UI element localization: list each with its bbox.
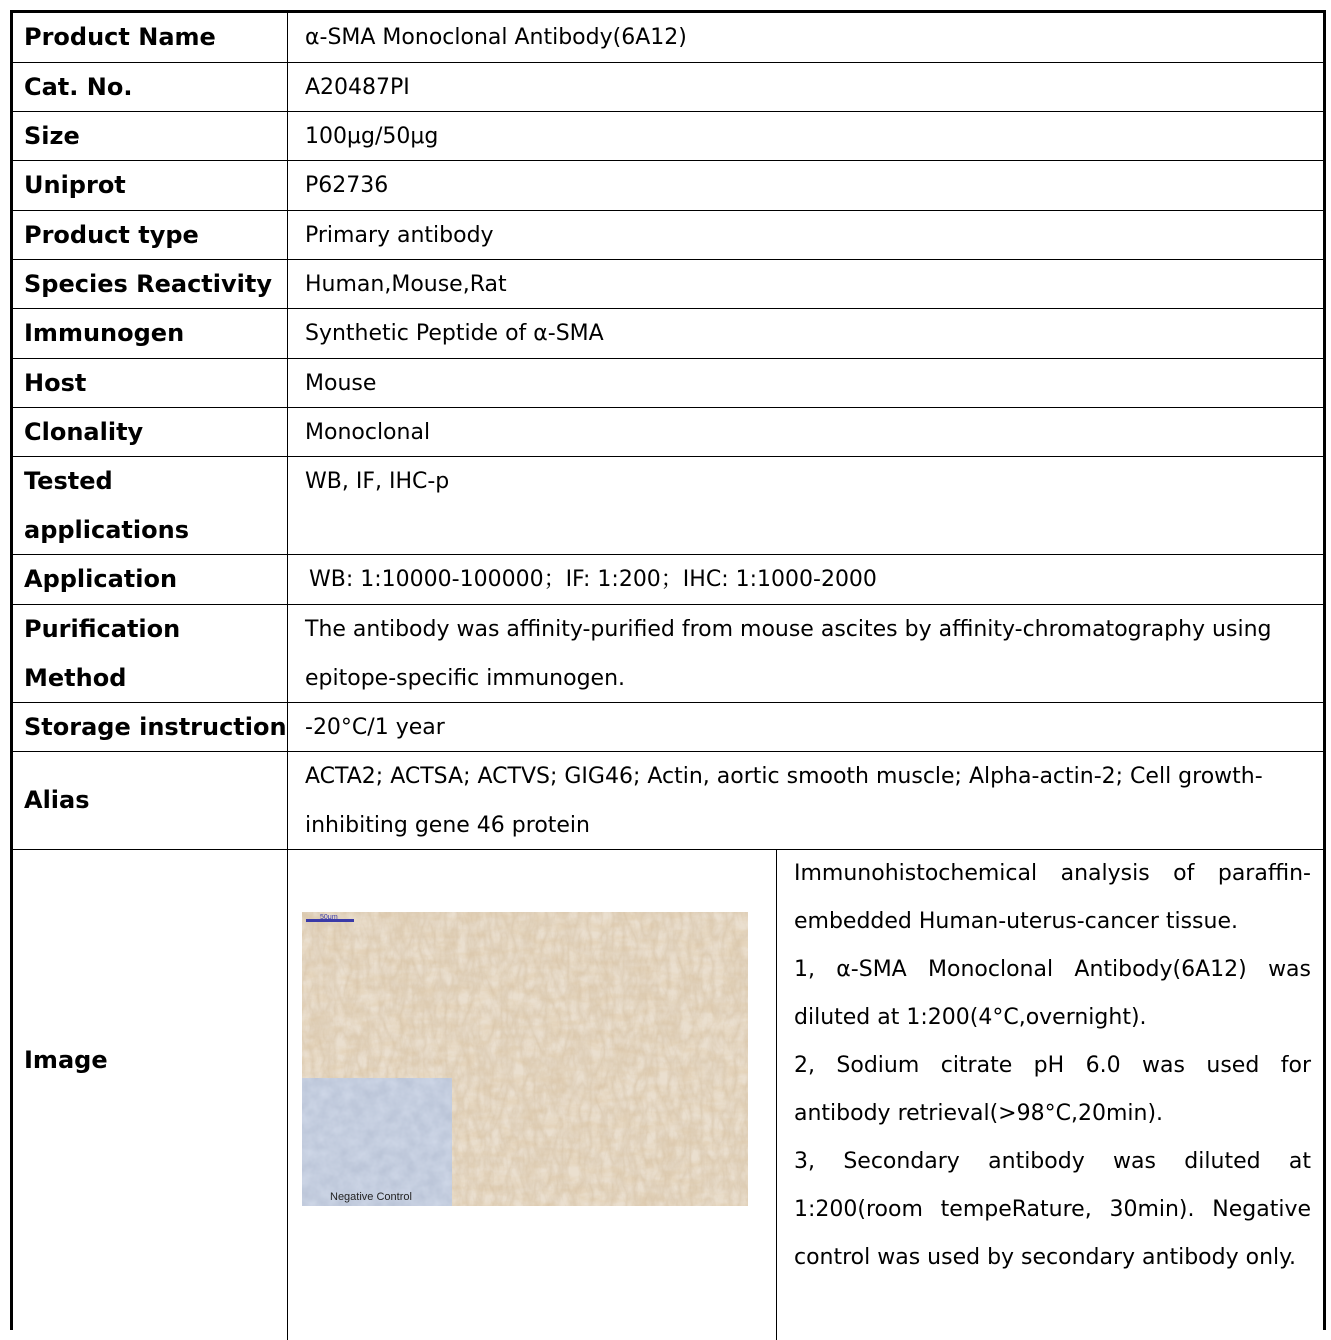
row-label: Alias [13,752,288,849]
row-clonality [13,408,1323,457]
row-label: Clonality [13,408,288,456]
row-label: Cat. No. [13,63,288,111]
row-value: Synthetic Peptide of α-SMA [305,321,604,346]
row-tested-applications [13,457,1323,555]
row-product-name [13,13,1323,63]
row-immunogen [13,309,1323,359]
row-value: Primary antibody [305,223,494,248]
row-label: Species Reactivity [13,260,288,308]
row-label: Purification Method [13,605,288,702]
negative-control-label: Negative Control [330,1191,412,1203]
row-label: Uniprot [13,161,288,210]
row-purification-method [13,605,1323,703]
row-species-reactivity [13,260,1323,309]
row-value: A20487PI [305,75,410,100]
row-value: P62736 [305,173,389,198]
row-value: WB, IF, IHC-p [305,469,450,494]
row-value: Human,Mouse,Rat [305,272,507,297]
caption-paragraph: Immunohistochemical analysis of paraffin-embedded Human-uterus-cancer tissue. [794,861,1311,934]
row-label: Size [13,112,288,160]
row-size [13,112,1323,161]
row-label: Application [13,555,288,604]
image-caption [778,850,1323,1340]
row-label: Product Name [13,13,288,62]
row-value: Monoclonal [305,420,431,445]
row-application [13,555,1323,605]
row-cat-no [13,63,1323,112]
row-label: Storage instruction [13,703,288,751]
row-label: Immunogen [13,309,288,358]
row-value: ACTA2; ACTSA; ACTVS; GIG46; Actin, aortic smooth muscle; Alpha-actin-2; Cell growth-inhibiting gene 46 protein [305,764,1263,838]
row-uniprot [13,161,1323,211]
row-value: 100μg/50μg [305,124,439,149]
row-product-type [13,211,1323,260]
row-storage-instruction [13,703,1323,752]
row-value: α-SMA Monoclonal Antibody(6A12) [305,25,687,50]
image-panel [289,850,777,1340]
row-value: -20°C/1 year [305,715,445,740]
scale-bar-label: 50μm [320,914,338,921]
row-value: Mouse [305,371,377,396]
caption-paragraph: 3, Secondary antibody was diluted at 1:200(room tempeRature, 30min). Negative control was used by secondary antibody only. [794,1149,1311,1270]
row-label: Image [13,850,288,1340]
ihc-micrograph-image [302,912,748,1206]
product-datasheet-table [10,10,1326,1330]
row-label: Product type [13,211,288,259]
caption-paragraph: 2, Sodium citrate pH 6.0 was used for antibody retrieval(>98°C,20min). [794,1053,1311,1126]
row-value: WB: 1:10000-100000；IF: 1:200；IHC: 1:1000-2000 [309,567,877,592]
row-alias [13,752,1323,850]
row-value: The antibody was affinity-purified from mouse ascites by affinity-chromatography using epitope-specific immunogen. [305,617,1272,691]
ihc-micrograph [302,912,748,1206]
row-host [13,359,1323,408]
caption-paragraph: 1, α-SMA Monoclonal Antibody(6A12) was diluted at 1:200(4°C,overnight). [794,957,1311,1030]
row-label: Tested applications [13,457,288,554]
row-label: Host [13,359,288,407]
row-image [13,850,1323,1340]
